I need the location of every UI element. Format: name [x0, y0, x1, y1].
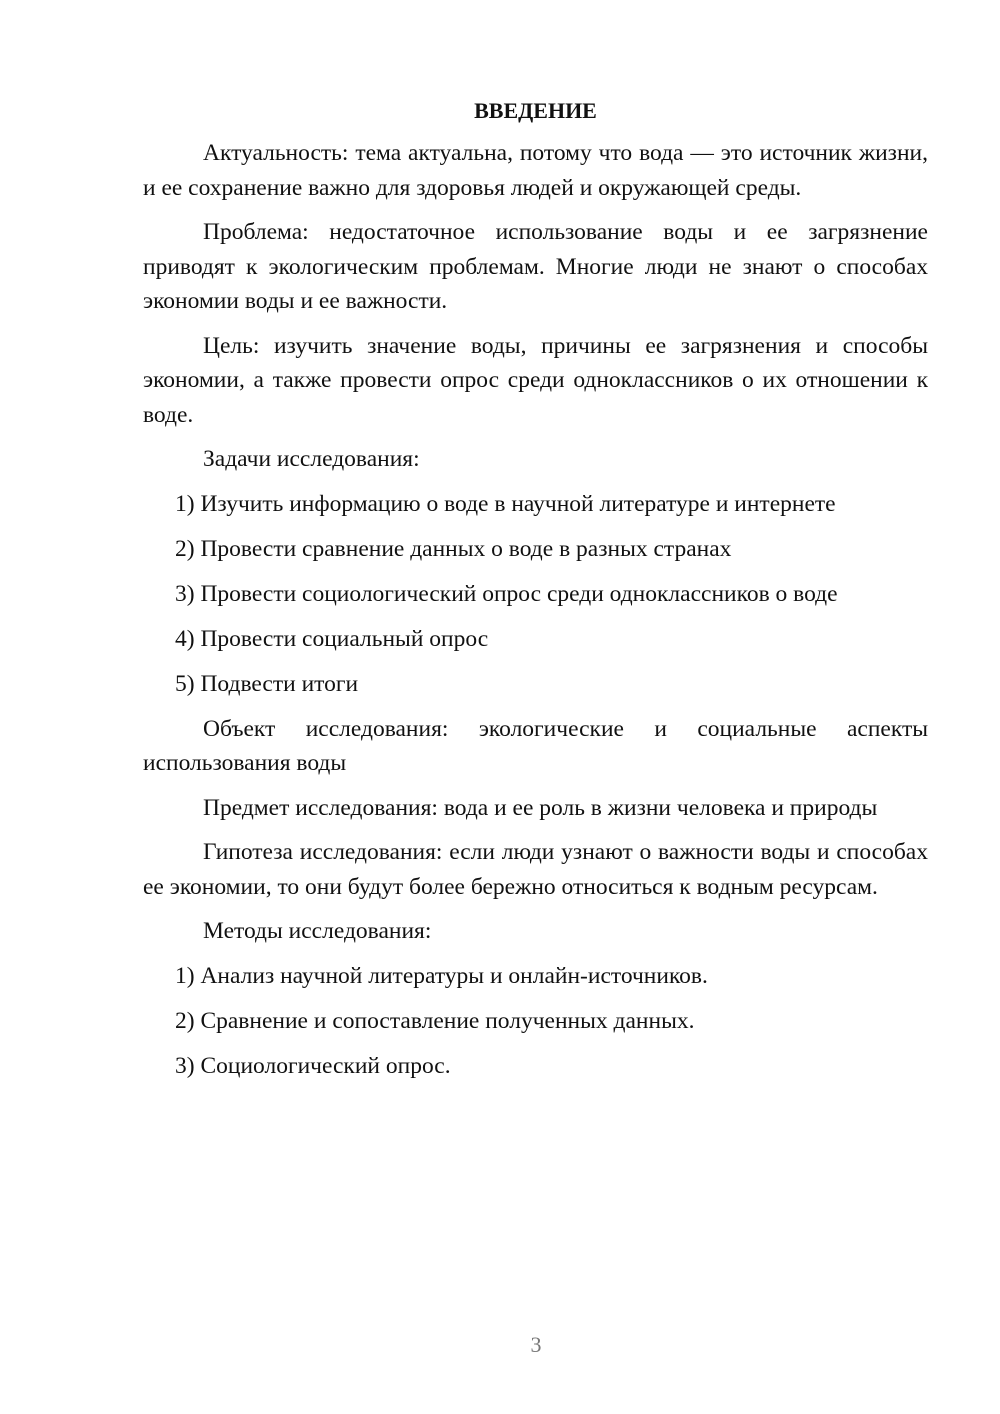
problem-paragraph: Проблема: недостаточное использование воды и ее загрязнение приводят к экологическим проблемам. Многие люди не знают о способах экономии воды и ее важности.	[143, 219, 928, 314]
list-item: 3) Провести социологический опрос среди одноклассников о воде	[175, 580, 838, 607]
list-item: 1) Изучить информацию о воде в научной литературе и интернете	[175, 490, 836, 517]
object-line: Объект исследования: экологические и социальные аспекты	[203, 715, 928, 742]
methods-heading: Методы исследования:	[203, 918, 432, 944]
list-item: 4) Провести социальный опрос	[175, 625, 489, 652]
list-item: 2) Сравнение и сопоставление полученных данных.	[175, 1007, 695, 1034]
document-body	[143, 96, 928, 1094]
list-item: 3) Социологический опрос.	[175, 1052, 451, 1079]
list-item: 1) Анализ научной литературы и онлайн-источников.	[175, 962, 708, 989]
list-item: 2) Провести сравнение данных о воде в разных странах	[175, 535, 732, 562]
page-number: 3	[530, 1332, 542, 1357]
methods-list	[143, 959, 928, 1084]
object-line: использования воды	[143, 750, 347, 776]
page-title: ВВЕДЕНИЕ	[474, 98, 597, 123]
tasks-list	[143, 487, 928, 702]
subject-paragraph: Предмет исследования: вода и ее роль в жизни человека и природы	[203, 794, 878, 821]
relevance-paragraph: Актуальность: тема актуальна, потому что вода — это источник жизни, и ее сохранение важно для здоровья людей и окружающей среды.	[143, 140, 928, 201]
object-paragraph	[143, 712, 928, 781]
hypothesis-paragraph: Гипотеза исследования: если люди узнают о важности воды и способах ее экономии, то они будут более бережно относиться к водным ресурсам.	[143, 839, 928, 900]
goal-paragraph: Цель: изучить значение воды, причины ее загрязнения и способы экономии, а также провести опрос среди одноклассников о их отношении к воде.	[143, 332, 928, 428]
tasks-heading: Задачи исследования:	[203, 446, 420, 472]
list-item: 5) Подвести итоги	[175, 670, 359, 697]
